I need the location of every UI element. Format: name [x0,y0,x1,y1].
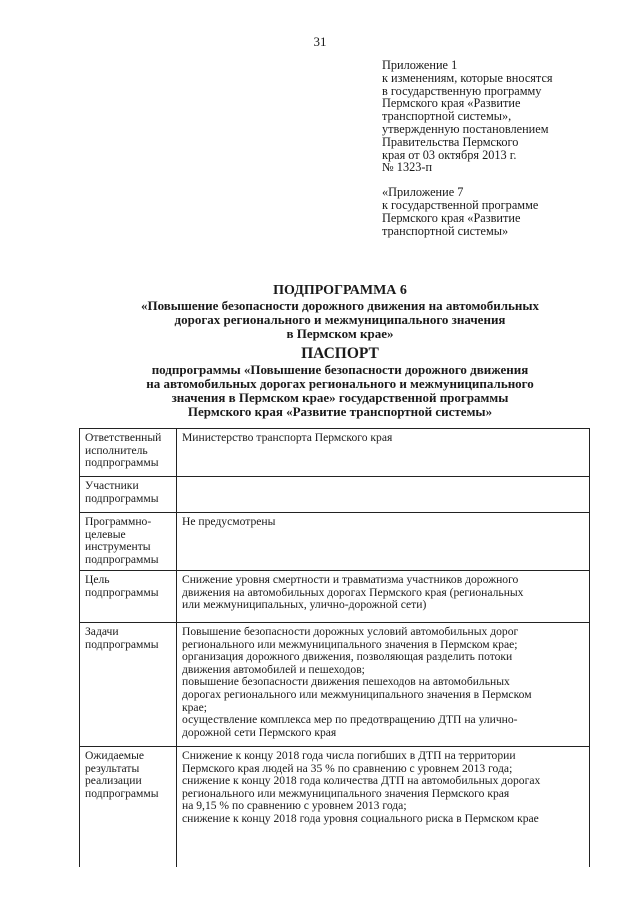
headings [60,283,620,419]
row-label-line: подпрограммы [85,637,159,651]
appendix-7-line: Пермского края «Развитие [382,210,521,225]
row-value-cell [177,429,590,477]
row-value-line: дорогах регионального или межмуниципального значения в Пермском [182,687,532,701]
appendix-line: края от 03 октября 2013 г. [382,147,517,162]
row-value-line: Повышение безопасности дорожных условий автомобильных дорог [182,625,519,638]
row-value-line: Не предусмотрены [182,515,276,528]
row-label-line: подпрограммы [85,552,159,566]
row-label-line: целевые [85,527,126,541]
row-label-line: результаты [85,761,140,775]
subprogram-name-line: «Повышение безопасности дорожного движения на автомобильных [140,298,540,313]
table-row [80,477,590,513]
passport-table [79,428,590,867]
passport-subtitle-line: значения в Пермском крае» государственной программы [171,390,509,405]
row-label-cell [80,571,177,623]
appendix-block [382,59,622,237]
passport-subtitle-line: подпрограммы «Повышение безопасности дорожного движения [151,362,529,377]
row-label-line: Цель [85,573,110,586]
subprogram-name-line: в Пермском крае» [286,326,394,341]
appendix-line: Приложение 1 [382,58,458,72]
row-value-line: снижение к концу 2018 года количества ДТП на автомобильных дорогах [182,774,541,788]
row-value-line: движения на автомобильных дорогах Пермского края (региональных [182,585,524,599]
row-value-line: Пермского края людей на 35 % по сравнению с уровнем 2013 года; [182,761,513,775]
passport-subtitle-line: Пермского края «Развитие транспортной системы» [187,404,493,419]
row-label-line: Участники [85,479,139,492]
appendix-line: Правительства Пермского [382,134,519,149]
appendix-7-line: к государственной программе [382,197,539,212]
row-value-cell [177,477,590,513]
row-label-line: Программно- [85,515,152,528]
row-label-line: подпрограммы [85,456,159,470]
row-value-line: дорожной сети Пермского края [182,725,337,739]
row-label-line: Ожидаемые [85,749,145,762]
appendix-line: в государственную программу [382,83,542,98]
row-value-line: Снижение к концу 2018 года числа погибших в ДТП на территории [182,749,516,762]
subprogram-title: ПОДПРОГРАММА 6 [273,283,407,298]
appendix-7-line: «Приложение 7 [382,185,464,200]
subprogram-name-line: дорогах регионального и межмуниципального значения [174,312,506,327]
row-value-line: на 9,15 % по сравнению с уровнем 2013 года; [182,799,407,813]
row-label-line: инструменты [85,540,151,554]
row-value-cell [177,747,590,867]
page-number: 31 [313,34,327,49]
row-label-line: исполнитель [85,443,148,457]
row-label-line: Ответственный [85,431,162,444]
row-label-cell [80,429,177,477]
row-value-line: Снижение уровня смертности и травматизма участников дорожного [182,573,519,586]
row-label-cell [80,513,177,571]
table-row [80,747,590,867]
appendix-line: транспортной системы», [382,109,512,124]
row-value-line: крае; [182,700,207,714]
appendix-7-line: транспортной системы» [382,223,509,238]
row-label-line: реализации [85,774,142,788]
row-label-line: подпрограммы [85,585,159,599]
row-label-cell [80,623,177,747]
row-label-line: подпрограммы [85,786,159,800]
row-label-cell [80,477,177,513]
row-label-cell [80,747,177,867]
row-value-cell [177,513,590,571]
row-value-cell [177,623,590,747]
passport-title: ПАСПОРТ [301,345,379,362]
table-row [80,513,590,571]
appendix-line: утвержденную постановлением [382,121,549,136]
table-row [80,429,590,477]
table-row [80,571,590,623]
row-value-line: регионального или межмуниципального значения Пермского края [182,786,510,800]
row-value-line: регионального или межмуниципального значения в Пермском крае; [182,637,518,651]
row-value-line: организация дорожного движения, позволяющая разделить потоки [182,650,513,664]
row-value-line: Министерство транспорта Пермского края [182,431,393,444]
appendix-line: к изменениям, которые вносятся [382,70,553,85]
row-value-line: движения автомобилей и пешеходов; [182,662,365,676]
row-value-line: осуществление комплекса мер по предотвращению ДТП на улично- [182,713,518,727]
row-value-line: снижение к концу 2018 года уровня социального риска в Пермском крае [182,811,539,825]
row-label-line: Задачи [85,625,119,638]
row-value-line: или межмуниципальных, улично-дорожной сети) [182,598,427,612]
row-label-line: подпрограммы [85,491,159,505]
passport-subtitle-line: на автомобильных дорогах регионального и межмуниципального [146,376,534,391]
appendix-line: Пермского края «Развитие [382,96,521,111]
appendix-line: № 1323-п [382,160,433,175]
row-value-line: повышение безопасности движения пешеходов на автомобильных [182,675,510,689]
row-value-cell [177,571,590,623]
table-row [80,623,590,747]
